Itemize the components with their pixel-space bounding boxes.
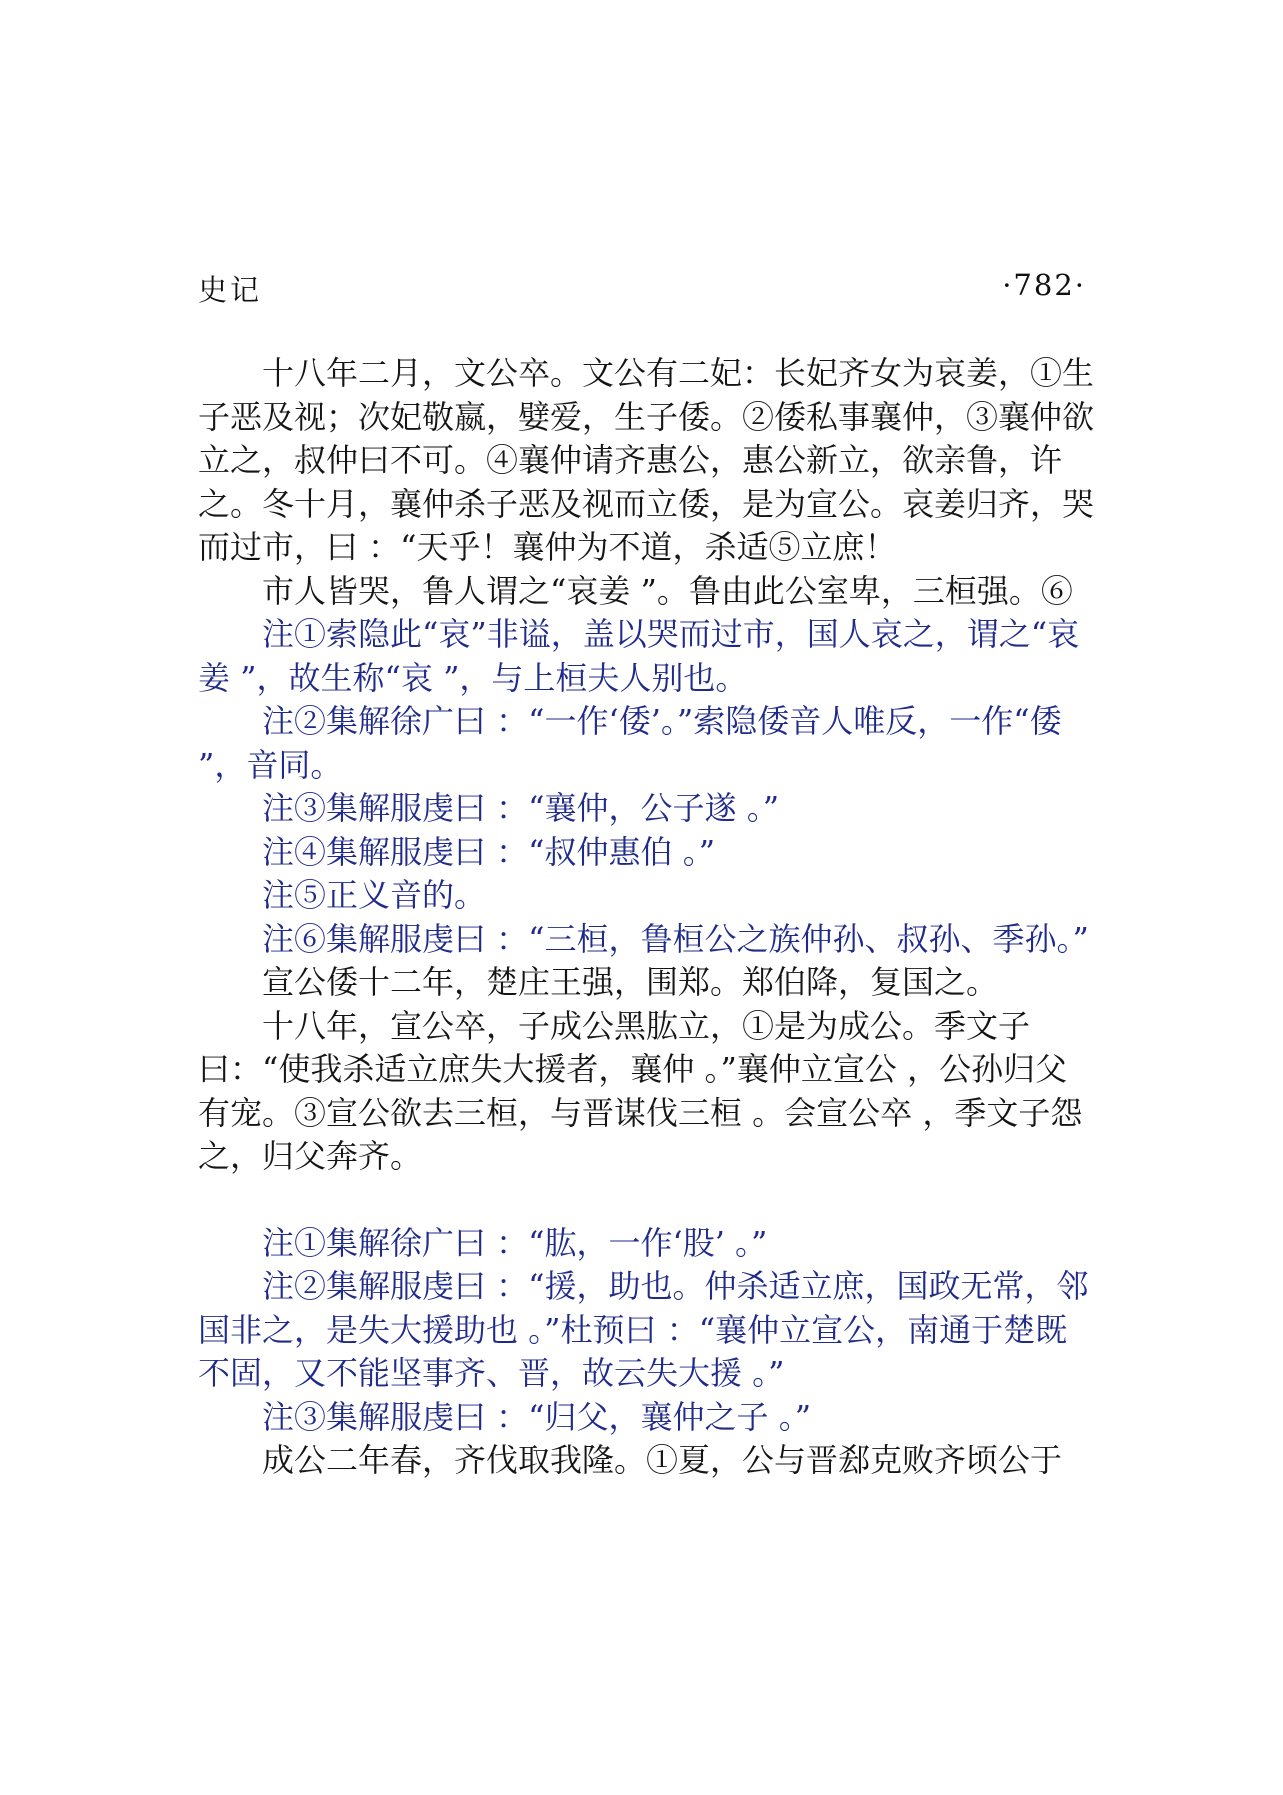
page-header (198, 268, 1086, 312)
paragraph-gap (198, 1179, 1098, 1222)
footnote: 注③集解服虔曰 ：“襄仲，公子遂 。” (262, 789, 780, 827)
paragraph-main: 市人皆哭，鲁人谓之“哀姜 ”。鲁由此公室卑，三桓强。⑥ (262, 571, 1073, 610)
paragraph-main: 十八年，宣公卒，子成公黑肱立，①是为成公。季文子曰：“使我杀适立庶失大援者，襄仲 。”襄仲立宣公 ，公孙归父有宠。③宣公欲去三桓，与晋谋伐三桓 。会宣公卒 ，季文子怨之，归父奔齐。 (198, 1006, 1083, 1175)
paragraph-main: 成公二年春，齐伐取我隆。①夏，公与晋郄克败齐顷公于 (262, 1441, 1063, 1479)
footnote: 注⑥集解服虔曰 ：“三桓，鲁桓公之族仲孙、叔孙、季孙。” (262, 919, 1089, 958)
footnote: 注①索隐此“哀”非谥，盖以哭而过市，国人哀之，谓之“哀姜 ”，故生称“哀 ”，与上桓夫人别也。 (198, 615, 1080, 697)
footnote: 注①集解徐广曰 ：“肱，一作‘股’ 。” (262, 1223, 768, 1262)
footnote: 注③集解服虔曰 ：“归父，襄仲之子 。” (262, 1397, 812, 1436)
footnote: 注②集解徐广曰 ：“一作‘倭’。”索隐倭音人唯反，一作“倭 ”，音同。 (198, 702, 1072, 784)
paragraph-main: 十八年二月，文公卒。文公有二妃：长妃齐女为哀姜，①生子恶及视；次妃敬嬴，嬖爱，生子倭。②倭私事襄仲，③襄仲欲立之，叔仲曰不可。④襄仲请齐惠公，惠公新立，欲亲鲁，许之。冬十月，襄仲杀子恶及视而立倭，是为宣公。哀姜归齐，哭而过市，曰 ：“天乎！襄仲为不道，杀适⑤立庶！ (198, 354, 1095, 566)
paragraph-main: 宣公倭十二年，楚庄王强，围郑。郑伯降，复国之。 (262, 963, 999, 1001)
body-text (198, 352, 1098, 1483)
book-title: 史记 (198, 273, 263, 307)
page-number: ·782· (1002, 268, 1086, 302)
footnote: 注②集解服虔曰 ：“援，助也。仲杀适立庶，国政无常，邻国非之，是失大援助也 。”杜预曰 ：“襄仲立宣公，南通于楚既不固，又不能坚事齐、晋，故云失大援 。” (198, 1267, 1089, 1392)
footnote: 注④集解服虔曰 ：“叔仲惠伯 。” (262, 832, 716, 871)
footnote: 注⑤正义音的。 (262, 876, 487, 914)
